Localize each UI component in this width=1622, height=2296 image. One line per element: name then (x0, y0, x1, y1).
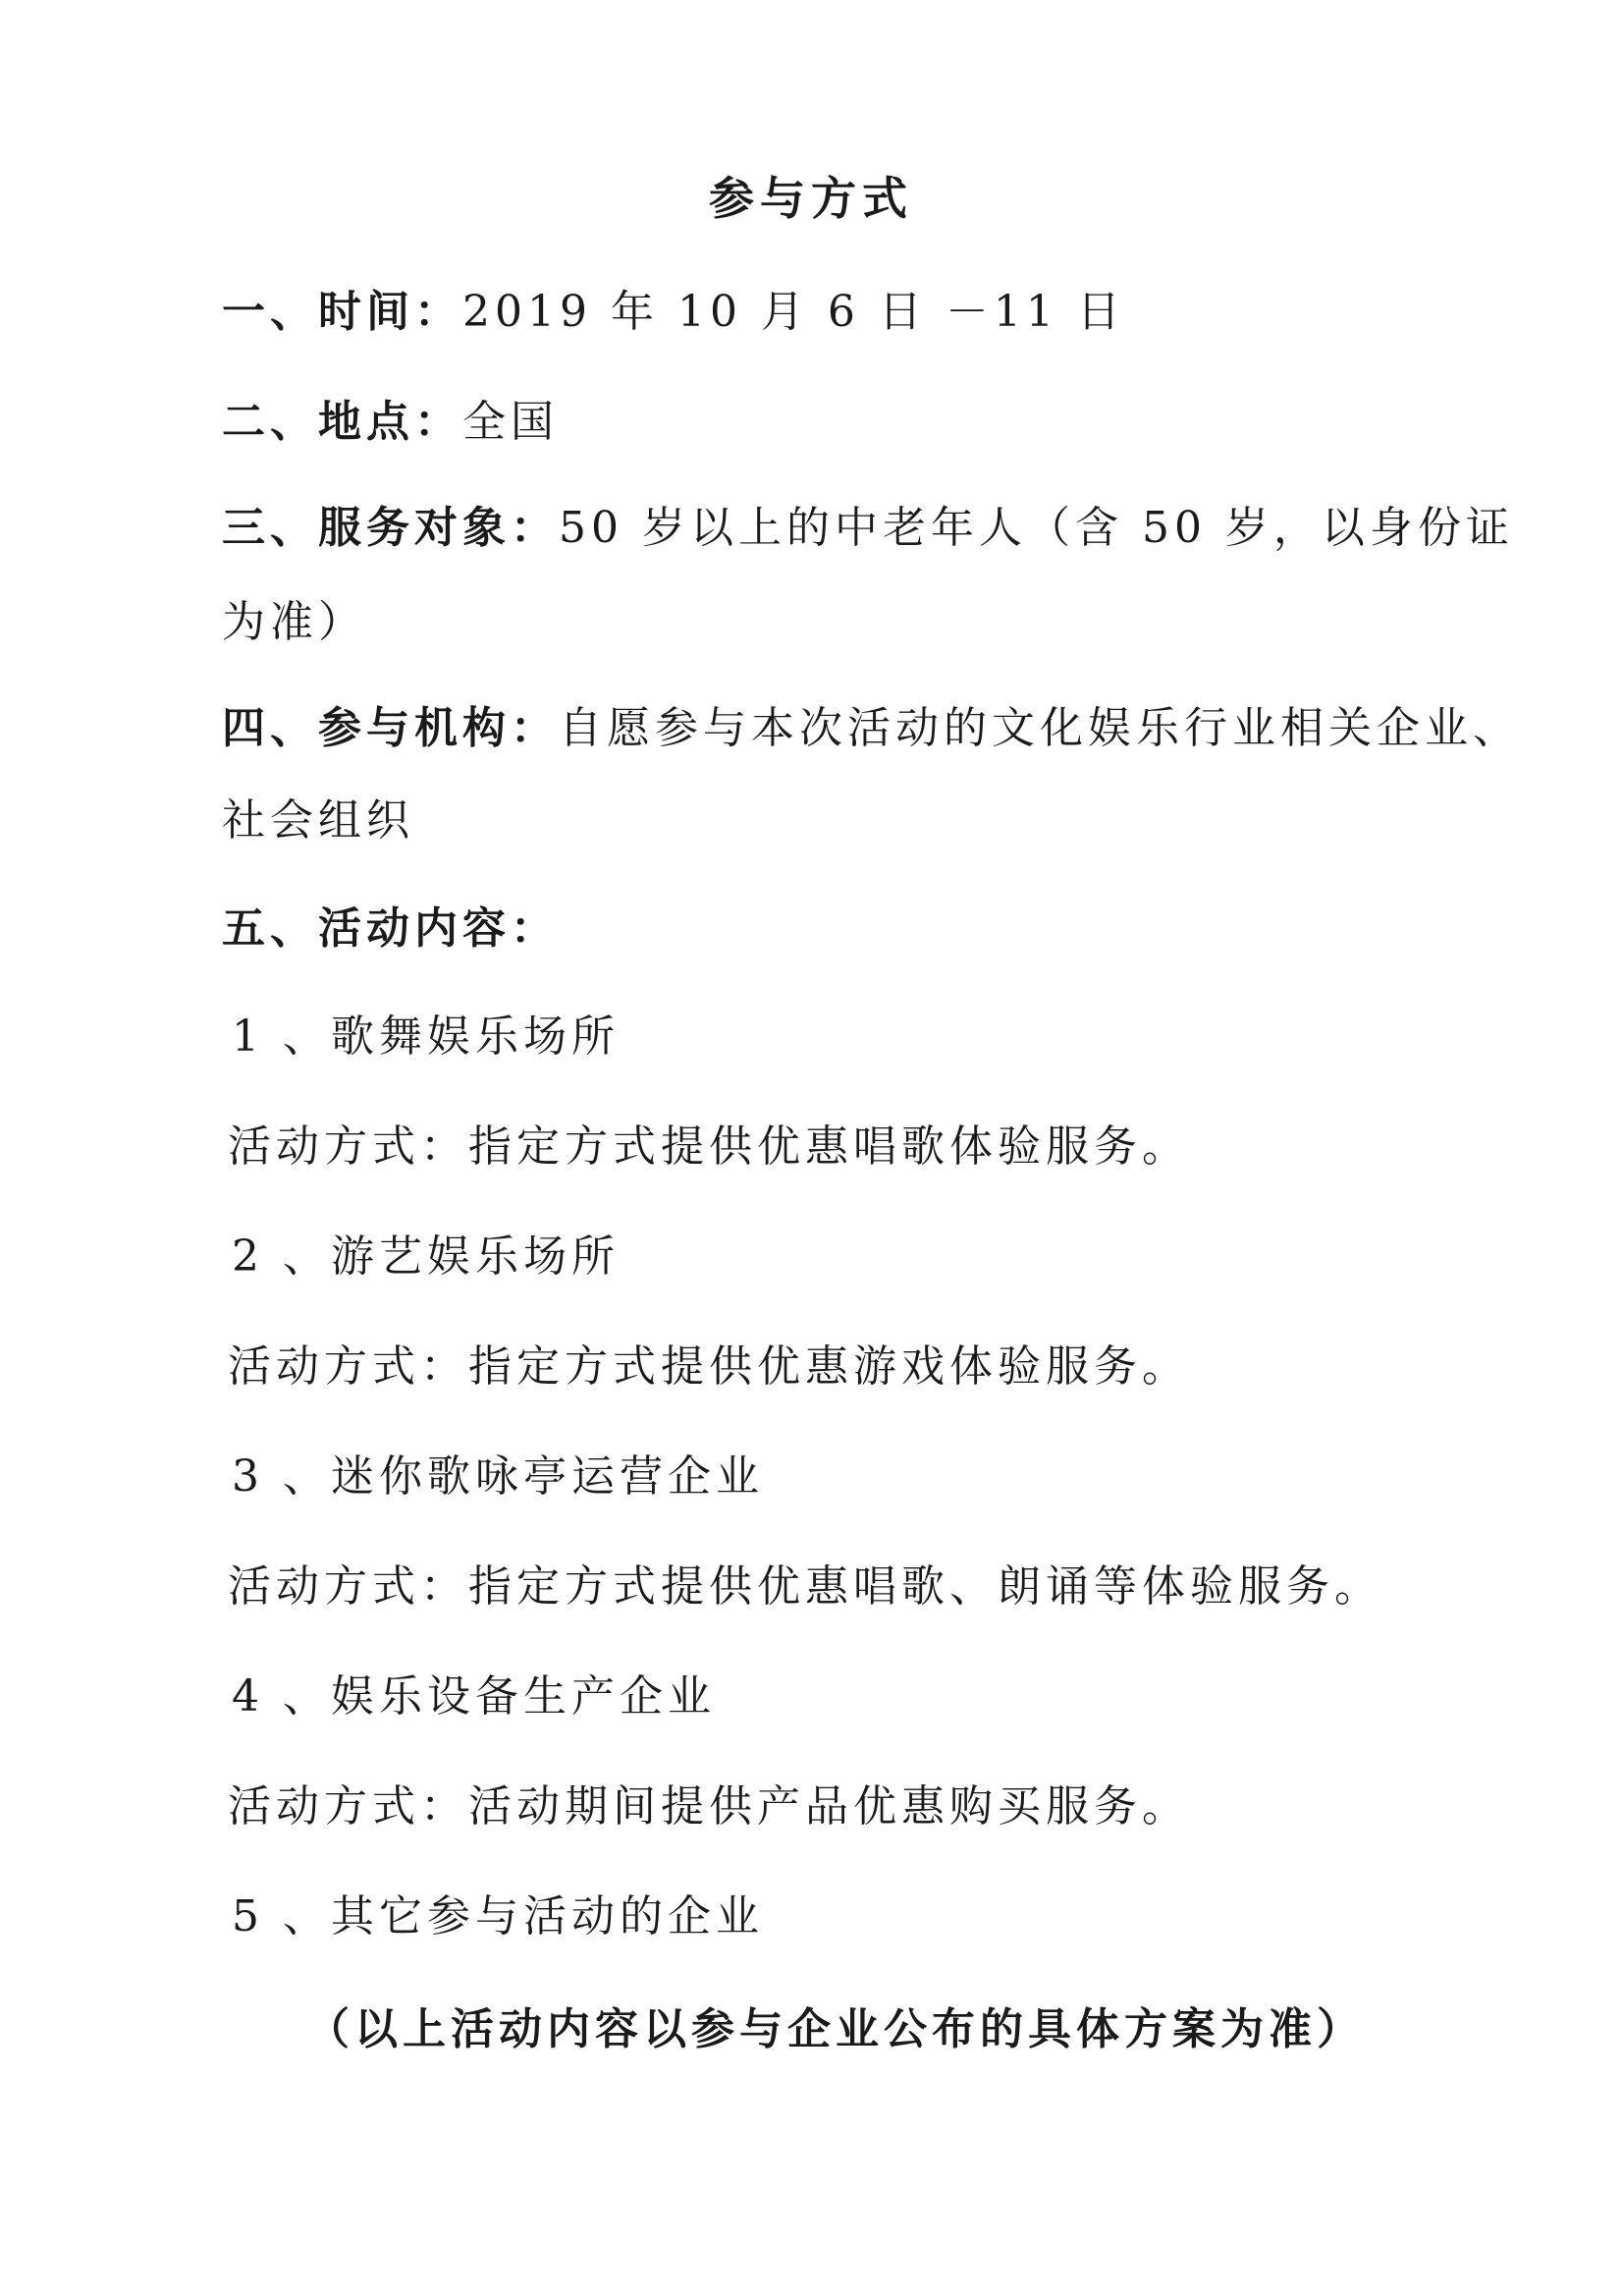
item-1-method: 活动方式：指定方式提供优惠唱歌体验服务。 (228, 1121, 1190, 1172)
document-title: 参与方式 (709, 172, 913, 225)
section-time-label: 一、时间： (222, 287, 462, 337)
item-3-heading: 3 、迷你歌咏亭运营企业 (232, 1451, 764, 1502)
section-location-label: 二、地点： (222, 397, 462, 447)
section-institutions (222, 699, 1521, 758)
section-content (222, 900, 559, 958)
section-target-continuation: 为准） (222, 597, 366, 647)
section-location-text: 全国 (462, 397, 559, 447)
section-target-label: 三、服务对象： (222, 503, 559, 553)
section-content-label: 五、活动内容： (222, 903, 559, 954)
item-2-method: 活动方式：指定方式提供优惠游戏体验服务。 (228, 1341, 1190, 1392)
section-target-text: 50 岁以上的中老年人（含 50 岁，以身份证 (559, 503, 1514, 553)
section-institutions-continuation: 社会组织 (222, 795, 414, 846)
section-time-text: 2019 年 10 月 6 日 －11 日 (462, 287, 1125, 337)
section-institutions-label: 四、参与机构： (222, 703, 559, 753)
item-5-heading: 5 、其它参与活动的企业 (232, 1891, 764, 1941)
item-2-heading: 2 、游艺娱乐场所 (232, 1231, 620, 1282)
item-1-heading: 1 、歌舞娱乐场所 (232, 1011, 620, 1062)
section-time (222, 283, 1125, 342)
section-target (222, 499, 1514, 558)
item-4-heading: 4 、娱乐设备生产企业 (232, 1671, 716, 1722)
section-location (222, 393, 559, 452)
item-3-method: 活动方式：指定方式提供优惠唱歌、朗诵等体验服务。 (228, 1561, 1382, 1612)
section-institutions-text: 自愿参与本次活动的文化娱乐行业相关企业、 (559, 703, 1521, 753)
document-footer-note: （以上活动内容以参与企业公布的具体方案为准） (306, 2004, 1365, 2054)
item-4-method: 活动方式：活动期间提供产品优惠购买服务。 (228, 1781, 1190, 1831)
